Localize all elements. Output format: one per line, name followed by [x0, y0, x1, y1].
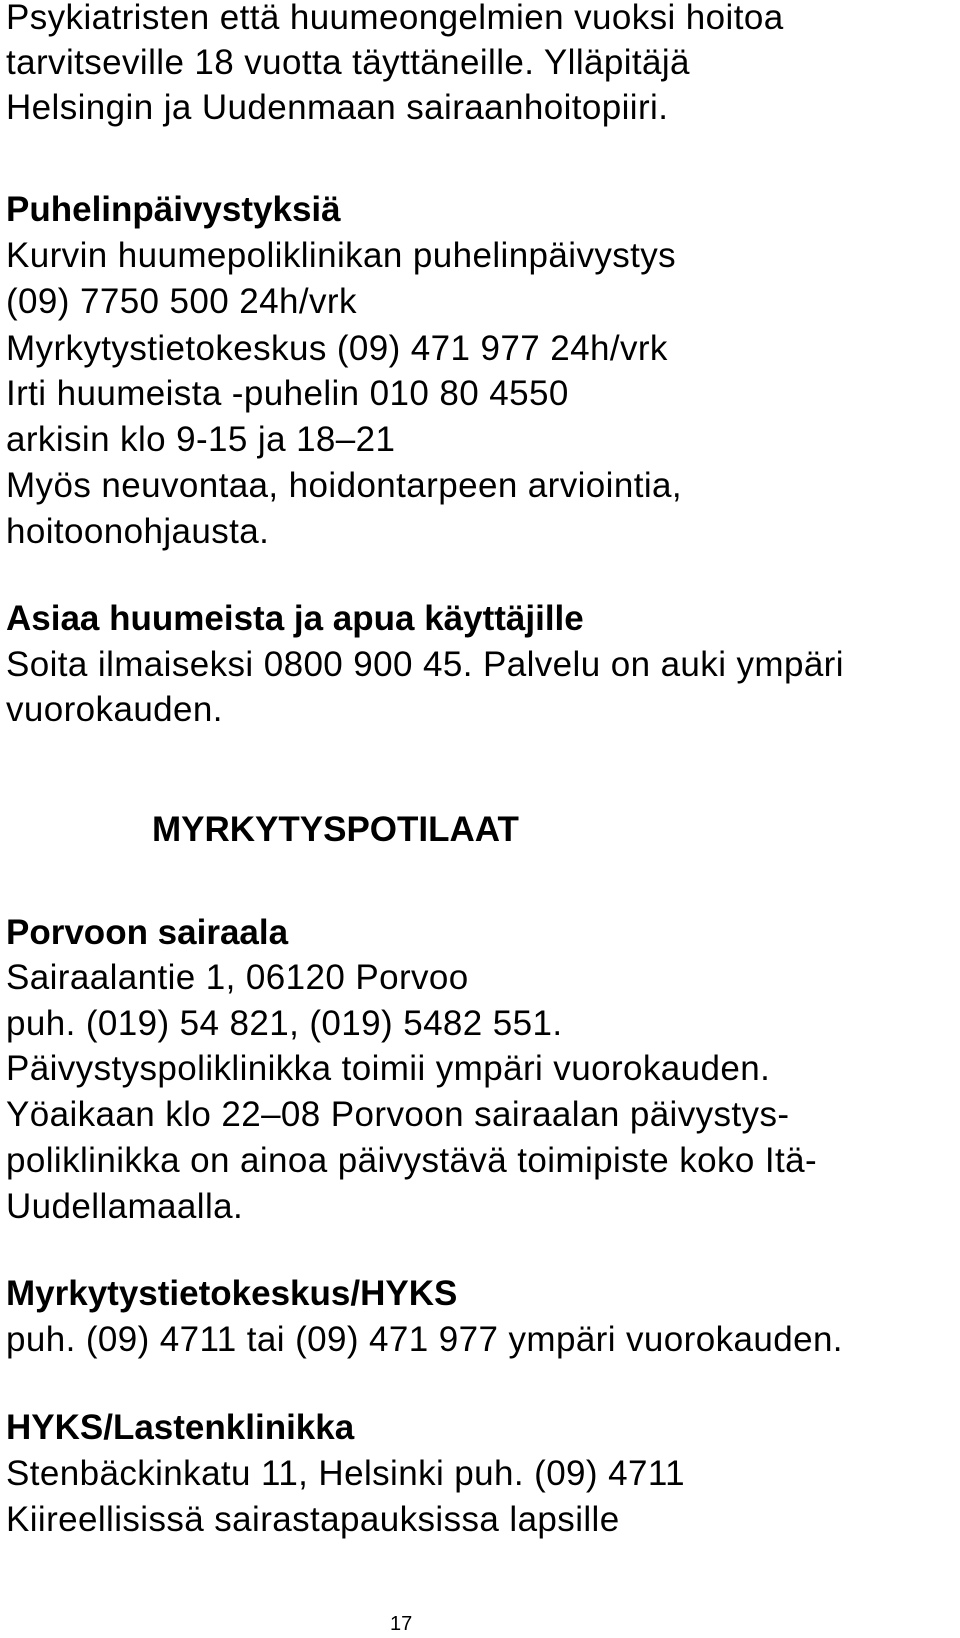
- hyks-poison-line-1: puh. (09) 4711 tai (09) 471 977 ympäri vuorokauden.: [6, 1320, 843, 1359]
- phone-services-line-6: Myös neuvontaa, hoidontarpeen arviointia,: [6, 466, 682, 505]
- phone-services-line-3: Myrkytystietokeskus (09) 471 977 24h/vrk: [6, 329, 668, 368]
- hyks-poison-heading: Myrkytystietokeskus/HYKS: [6, 1274, 458, 1313]
- phone-services-line-5: arkisin klo 9-15 ja 18–21: [6, 420, 396, 459]
- porvoo-line-6: Uudellamaalla.: [6, 1187, 244, 1226]
- phone-services-line-7: hoitoonohjausta.: [6, 512, 270, 551]
- drug-help-line-2: vuorokauden.: [6, 690, 223, 729]
- porvoo-line-5: poliklinikka on ainoa päivystävä toimipiste koko Itä-: [6, 1141, 818, 1180]
- porvoo-line-2: puh. (019) 54 821, (019) 5482 551.: [6, 1004, 563, 1043]
- phone-services-line-2: (09) 7750 500 24h/vrk: [6, 282, 357, 321]
- hyks-children-line-1: Stenbäckinkatu 11, Helsinki puh. (09) 4711: [6, 1454, 685, 1493]
- hyks-children-line-2: Kiireellisissä sairastapauksissa lapsille: [6, 1500, 620, 1539]
- intro-line-2: tarvitseville 18 vuotta täyttäneille. Ylläpitäjä: [6, 43, 690, 82]
- phone-services-line-1: Kurvin huumepoliklinikan puhelinpäivystys: [6, 236, 677, 275]
- porvoo-line-1: Sairaalantie 1, 06120 Porvoo: [6, 958, 469, 997]
- drug-help-line-1: Soita ilmaiseksi 0800 900 45. Palvelu on auki ympäri: [6, 645, 844, 684]
- intro-line-3: Helsingin ja Uudenmaan sairaanhoitopiiri.: [6, 88, 669, 127]
- section-title: MYRKYTYSPOTILAAT: [152, 810, 519, 849]
- drug-help-heading: Asiaa huumeista ja apua käyttäjille: [6, 599, 584, 638]
- hyks-children-heading: HYKS/Lastenklinikka: [6, 1408, 355, 1447]
- porvoo-heading: Porvoon sairaala: [6, 913, 289, 952]
- page-number: 17: [390, 1613, 413, 1635]
- porvoo-line-3: Päivystyspoliklinikka toimii ympäri vuorokauden.: [6, 1049, 771, 1088]
- intro-line-1: Psykiatristen että huumeongelmien vuoksi hoitoa: [6, 0, 784, 37]
- phone-services-line-4: Irti huumeista -puhelin 010 80 4550: [6, 374, 569, 413]
- phone-services-heading: Puhelinpäivystyksiä: [6, 190, 341, 229]
- porvoo-line-4: Yöaikaan klo 22–08 Porvoon sairaalan päivystys-: [6, 1095, 790, 1134]
